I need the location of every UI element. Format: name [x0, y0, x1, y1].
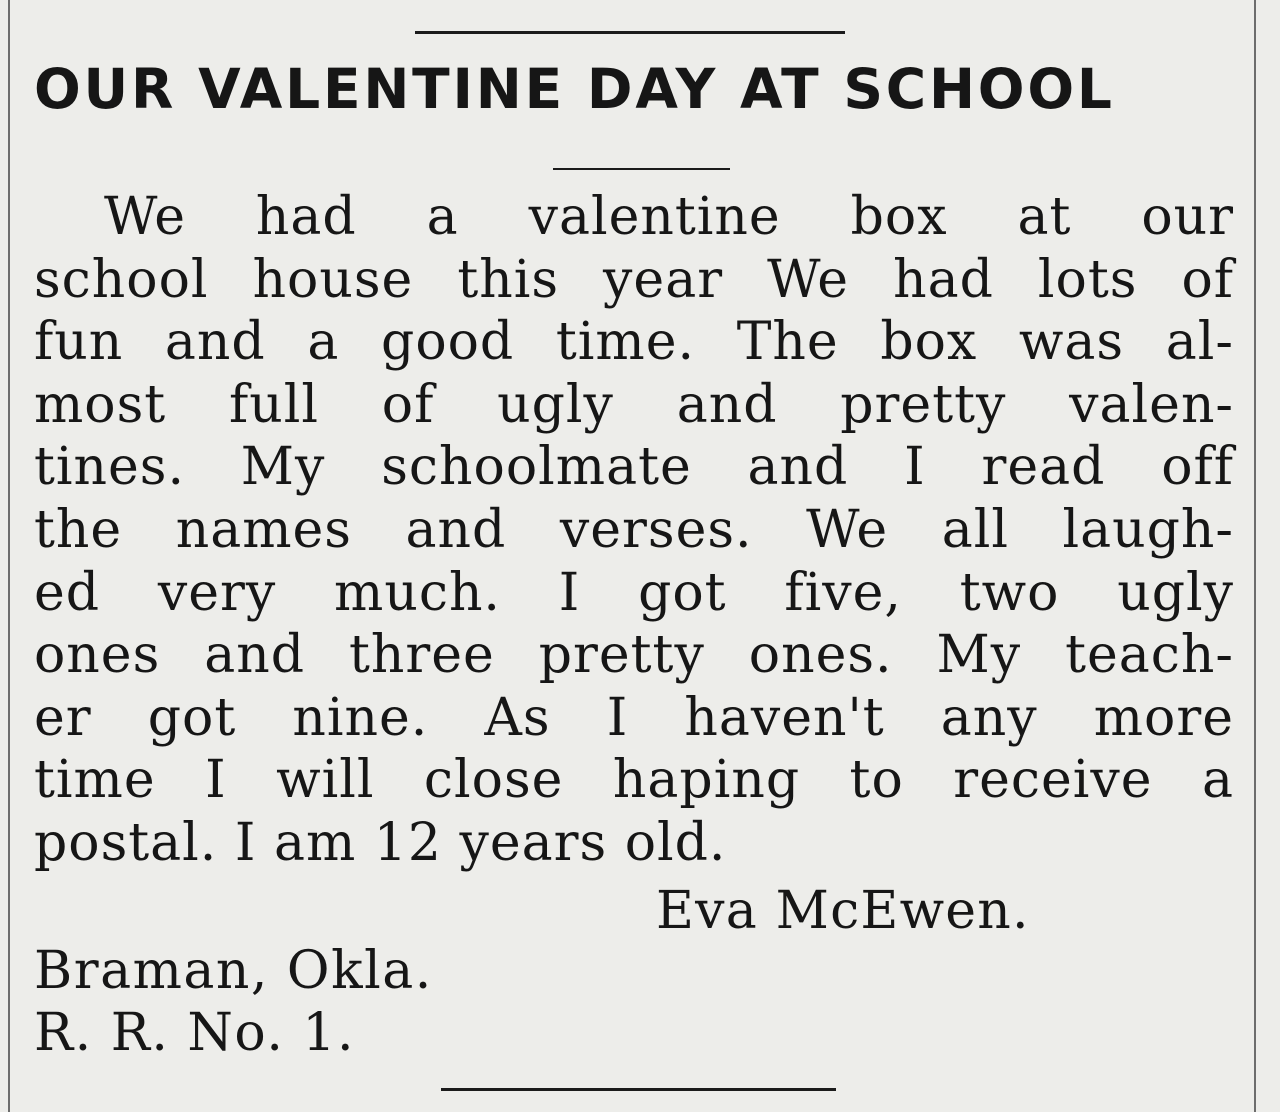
headline-divider: [553, 168, 730, 170]
body-line: tines. My schoolmate and I read off: [34, 437, 1234, 498]
body-line: er got nine. As I haven't any more: [34, 687, 1234, 748]
column-rule-right: [1254, 0, 1256, 1112]
body-line: ones and three pretty ones. My teach-: [34, 625, 1234, 686]
column-rule-left: [8, 0, 10, 1112]
body-line: time I will close haping to receive a: [34, 750, 1234, 811]
body-line: fun and a good time. The box was al-: [34, 312, 1234, 373]
body-line: We had a valentine box at our: [104, 187, 1234, 247]
body-line: school house this year We had lots of: [34, 249, 1234, 310]
top-divider: [415, 31, 845, 34]
body-line: the names and verses. We all laugh-: [34, 499, 1234, 560]
article-body: [34, 186, 1234, 875]
body-line: most full of ugly and pretty valen-: [34, 374, 1234, 435]
article-headline: OUR VALENTINE DAY AT SCHOOL: [34, 57, 1115, 121]
author-signature: Eva McEwen.: [656, 881, 1030, 941]
body-line: postal. I am 12 years old.: [34, 812, 727, 873]
address-line-route: R. R. No. 1.: [34, 1003, 355, 1063]
author-address: [34, 940, 433, 1064]
body-line: ed very much. I got five, two ugly: [34, 562, 1234, 623]
bottom-divider: [441, 1088, 836, 1091]
address-line-town: Braman, Okla.: [34, 941, 433, 1001]
